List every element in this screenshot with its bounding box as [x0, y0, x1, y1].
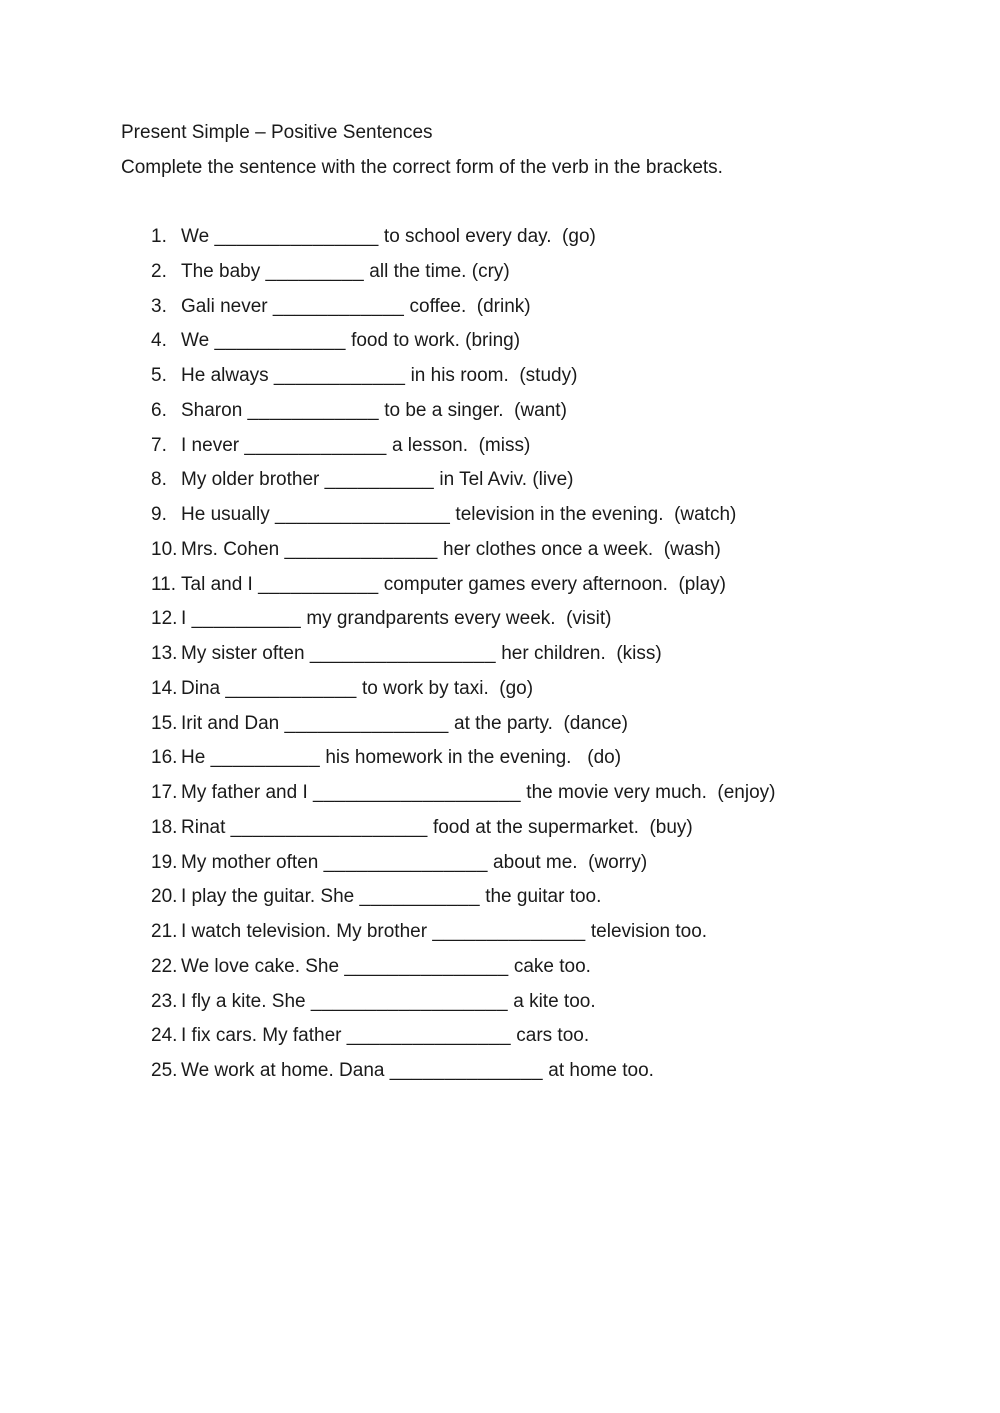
sentence-start: Dina: [181, 677, 226, 699]
sentence-end: at the party. (dance): [448, 712, 628, 734]
sentence-start: I: [181, 608, 192, 630]
sentence-start: Tal and I: [181, 573, 259, 595]
sentence-end: cars too.: [510, 1025, 590, 1047]
sentence-end: computer games every afternoon. (play): [378, 573, 726, 595]
exercise-item: [0, 920, 1000, 955]
sentence-start: My older brother: [181, 469, 325, 491]
item-number: 17.: [151, 782, 178, 803]
sentence-start: He usually: [181, 504, 275, 525]
sentence-start: He always: [181, 365, 274, 386]
exercise-item: [0, 295, 1000, 330]
item-number: 4.: [151, 330, 167, 352]
exercise-item: [0, 434, 1000, 469]
sentence-start: Gali never: [181, 295, 273, 317]
item-sentence: [181, 920, 707, 944]
exercise-item: [0, 712, 1000, 747]
item-number: 23.: [151, 990, 178, 1012]
item-sentence: [181, 851, 647, 875]
exercise-item: [0, 955, 1000, 990]
item-number: 14.: [151, 677, 178, 699]
exercise-list: [0, 225, 1000, 1094]
item-sentence: [181, 538, 721, 562]
answer-blank[interactable]: ____________: [214, 330, 346, 352]
item-sentence: [181, 781, 776, 805]
sentence-end: at home too.: [543, 1060, 654, 1081]
sentence-end: in his room. (study): [405, 365, 578, 386]
exercise-item: [0, 885, 1000, 920]
sentence-end: the movie very much. (enjoy): [521, 782, 776, 803]
sentence-end: about me. (worry): [487, 851, 648, 873]
exercise-item: [0, 851, 1000, 886]
item-sentence: [181, 1024, 589, 1048]
item-number: 7.: [151, 434, 167, 456]
item-number: 2.: [151, 260, 167, 282]
sentence-end: in Tel Aviv. (live): [434, 469, 574, 491]
answer-blank[interactable]: ___________: [359, 886, 480, 908]
item-sentence: [181, 642, 662, 666]
item-sentence: [181, 434, 530, 458]
exercise-item: [0, 1059, 1000, 1094]
sentence-end: her children. (kiss): [495, 643, 662, 664]
sentence-start: I watch television. My brother: [181, 921, 433, 942]
answer-blank[interactable]: ______________: [284, 538, 438, 560]
answer-blank[interactable]: ________________: [275, 504, 451, 525]
answer-blank[interactable]: ____________: [225, 677, 357, 699]
answer-blank[interactable]: _________: [265, 260, 365, 282]
item-number: 5.: [151, 365, 167, 386]
answer-blank[interactable]: _____________: [244, 434, 387, 456]
item-number: 24.: [151, 1025, 178, 1047]
answer-blank[interactable]: ____________: [272, 295, 405, 317]
answer-blank[interactable]: ______________: [432, 921, 586, 942]
item-sentence: [181, 260, 510, 284]
sentence-start: Irit and Dan: [181, 712, 285, 734]
sentence-end: her clothes once a week. (wash): [437, 538, 721, 560]
sentence-end: television in the evening. (watch): [450, 504, 737, 525]
answer-blank[interactable]: _________________: [309, 643, 496, 664]
sentence-start: The baby: [181, 260, 266, 282]
item-sentence: [181, 1059, 654, 1083]
exercise-item: [0, 399, 1000, 434]
item-sentence: [181, 295, 531, 319]
sentence-end: the guitar too.: [479, 886, 602, 908]
item-number: 9.: [151, 504, 167, 525]
answer-blank[interactable]: _______________: [344, 955, 509, 977]
exercise-item: [0, 225, 1000, 260]
answer-blank[interactable]: _______________: [346, 1025, 511, 1047]
worksheet-title: Present Simple – Positive Sentences: [121, 122, 433, 143]
answer-blank[interactable]: __________: [324, 469, 435, 491]
sentence-start: My father and I: [181, 782, 314, 803]
sentence-end: television too.: [585, 921, 708, 942]
sentence-end: coffee. (drink): [404, 295, 531, 317]
item-number: 10.: [151, 538, 178, 560]
answer-blank[interactable]: _______________: [284, 712, 449, 734]
item-number: 1.: [151, 226, 167, 247]
exercise-item: [0, 1024, 1000, 1059]
sentence-end: his homework in the evening. (do): [320, 747, 622, 769]
item-sentence: [181, 364, 577, 388]
sentence-end: to be a singer. (want): [378, 399, 567, 421]
item-sentence: [181, 885, 601, 909]
sentence-start: I never: [181, 434, 245, 456]
item-sentence: [181, 399, 567, 423]
item-sentence: [181, 607, 612, 631]
sentence-start: He: [181, 747, 211, 769]
item-number: 6.: [151, 399, 167, 421]
item-sentence: [181, 468, 574, 492]
item-sentence: [181, 225, 596, 249]
sentence-end: food at the supermarket. (buy): [427, 816, 693, 838]
sentence-end: to work by taxi. (go): [356, 677, 534, 699]
exercise-item: [0, 503, 1000, 538]
sentence-end: my grandparents every week. (visit): [301, 608, 612, 630]
sentence-start: My sister often: [181, 643, 310, 664]
sentence-start: Rinat: [181, 816, 231, 838]
item-number: 19.: [151, 851, 178, 873]
sentence-end: a lesson. (miss): [386, 434, 531, 456]
sentence-start: I play the guitar. She: [181, 886, 360, 908]
sentence-start: My mother often: [181, 851, 324, 873]
sentence-end: food to work. (bring): [345, 330, 521, 352]
sentence-start: I fly a kite. She: [181, 990, 311, 1012]
sentence-start: We love cake. She: [181, 955, 345, 977]
sentence-start: Mrs. Cohen: [181, 538, 285, 560]
answer-blank[interactable]: _______________: [214, 226, 379, 247]
answer-blank[interactable]: __________: [210, 747, 321, 769]
item-number: 22.: [151, 955, 178, 977]
exercise-item: [0, 538, 1000, 573]
sentence-start: Sharon: [181, 399, 248, 421]
item-sentence: [181, 816, 693, 840]
exercise-item: [0, 990, 1000, 1025]
answer-blank[interactable]: __________________: [230, 816, 428, 838]
item-sentence: [181, 990, 596, 1014]
item-sentence: [181, 573, 726, 597]
exercise-item: [0, 364, 1000, 399]
exercise-item: [0, 329, 1000, 364]
item-number: 20.: [151, 886, 178, 908]
answer-blank[interactable]: ____________: [273, 365, 406, 386]
answer-blank[interactable]: ______________: [389, 1060, 544, 1081]
answer-blank[interactable]: __________________: [310, 990, 508, 1012]
sentence-start: We: [181, 226, 215, 247]
item-number: 18.: [151, 816, 178, 838]
answer-blank[interactable]: __________: [191, 608, 302, 630]
exercise-item: [0, 642, 1000, 677]
item-sentence: [181, 746, 621, 770]
exercise-item: [0, 468, 1000, 503]
worksheet-instruction: Complete the sentence with the correct form of the verb in the brackets.: [121, 157, 723, 178]
exercise-item: [0, 677, 1000, 712]
answer-blank[interactable]: _______________: [323, 851, 488, 873]
item-number: 11.: [151, 573, 177, 595]
exercise-item: [0, 746, 1000, 781]
exercise-item: [0, 607, 1000, 642]
sentence-start: I fix cars. My father: [181, 1025, 347, 1047]
sentence-end: a kite too.: [507, 990, 596, 1012]
item-sentence: [181, 677, 533, 701]
item-sentence: [181, 712, 628, 736]
sentence-end: to school every day. (go): [378, 226, 596, 247]
exercise-item: [0, 816, 1000, 851]
exercise-item: [0, 260, 1000, 295]
item-number: 21.: [151, 921, 178, 942]
sentence-start: We work at home. Dana: [181, 1060, 390, 1081]
item-number: 12.: [151, 608, 178, 630]
sentence-end: cake too.: [508, 955, 591, 977]
item-number: 3.: [151, 295, 167, 317]
item-number: 8.: [151, 469, 167, 491]
item-sentence: [181, 329, 520, 353]
answer-blank[interactable]: ____________: [247, 399, 379, 421]
item-sentence: [181, 955, 591, 979]
answer-blank[interactable]: ___________________: [313, 782, 522, 803]
sentence-end: all the time. (cry): [364, 260, 510, 282]
item-number: 13.: [151, 643, 178, 664]
exercise-item: [0, 781, 1000, 816]
item-number: 15.: [151, 712, 178, 734]
item-number: 16.: [151, 747, 178, 769]
sentence-start: We: [181, 330, 215, 352]
item-sentence: [181, 503, 736, 527]
exercise-item: [0, 573, 1000, 608]
answer-blank[interactable]: ___________: [258, 573, 379, 595]
item-number: 25.: [151, 1060, 178, 1081]
